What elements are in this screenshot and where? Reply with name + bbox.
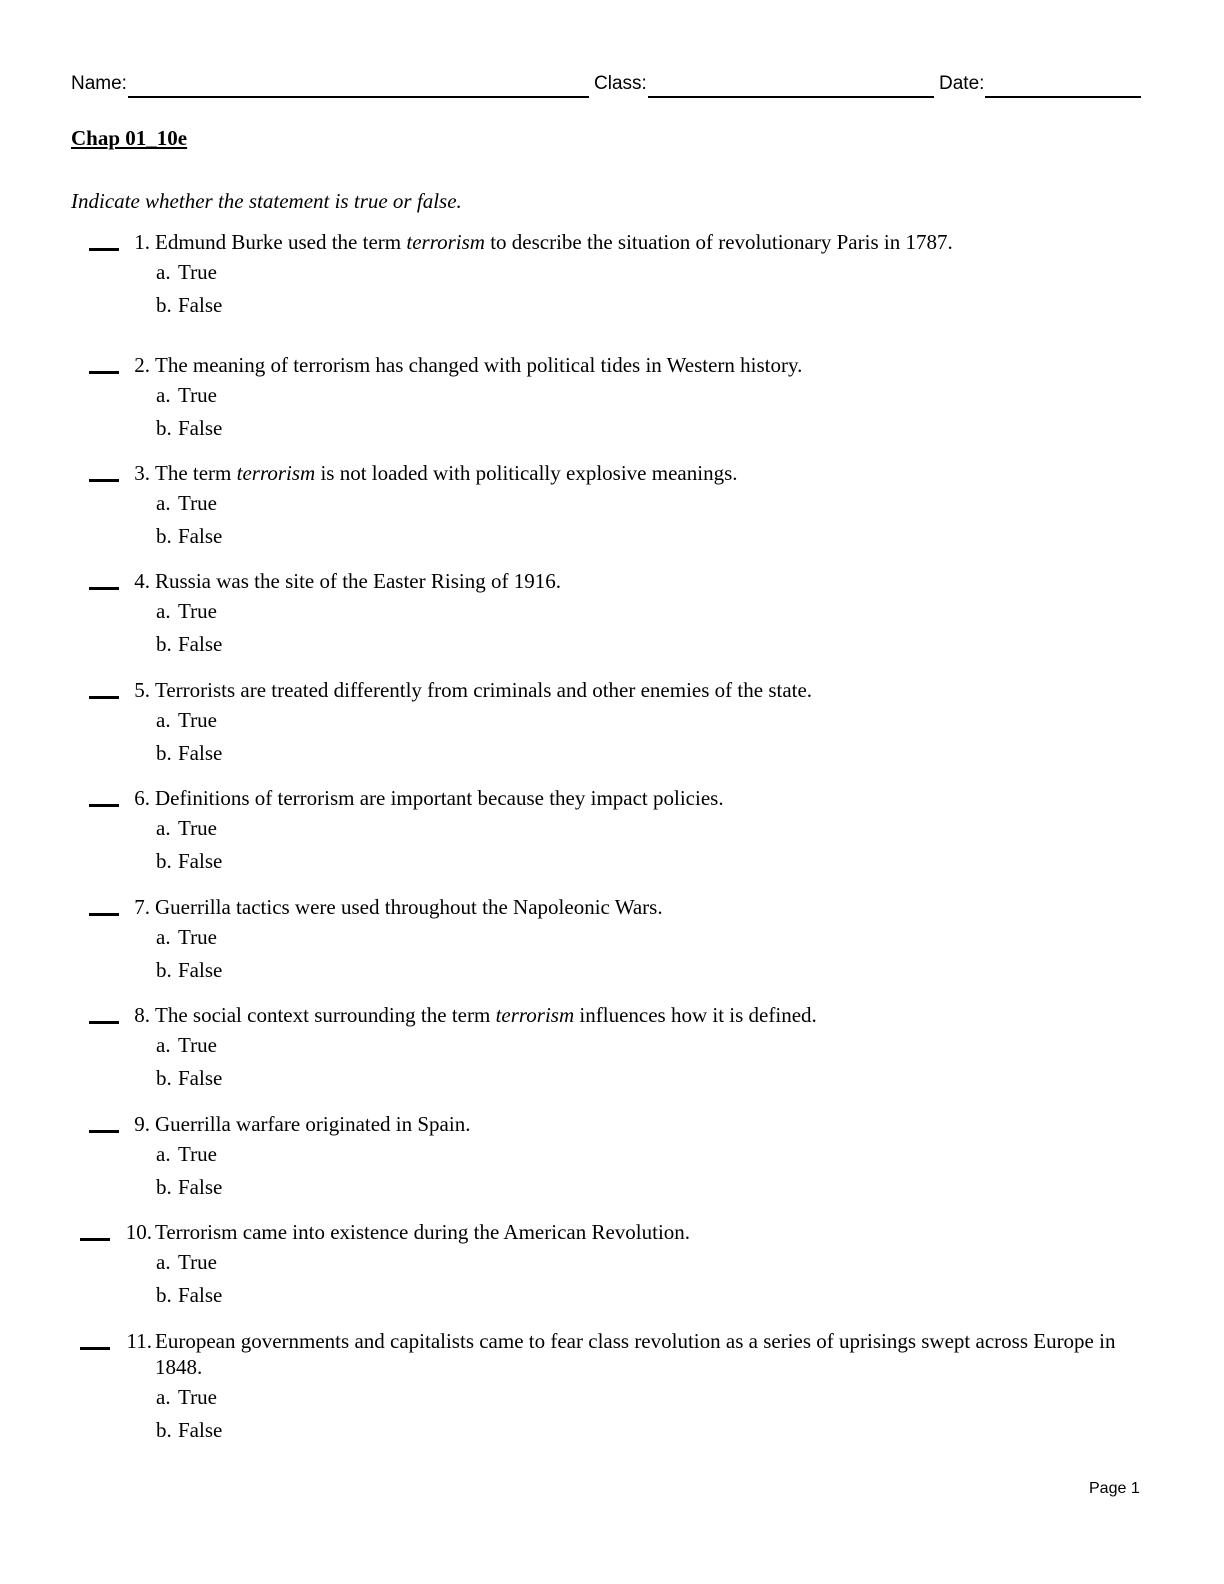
option-label: True [178,383,217,407]
question-text-part: to describe the situation of revolutionary Paris in 1787. [484,230,953,254]
option-label: True [178,708,217,732]
question-text-part: Terrorism came into existence during the American Revolution. [155,1220,691,1244]
question-text-part: Definitions of terrorism are important because they impact policies. [155,786,724,810]
question-text-part: is not loaded with politically explosive meanings. [315,461,738,485]
option-label: True [178,491,217,515]
answer-option[interactable] [156,1417,222,1443]
answer-option[interactable] [156,1282,222,1308]
option-label: False [178,1066,223,1090]
option-letter: b. [156,1175,172,1199]
option-letter: b. [156,293,172,317]
option-letter: a. [156,1142,171,1166]
answer-option[interactable] [156,848,222,874]
answer-option[interactable] [156,598,217,624]
option-letter: a. [156,1250,171,1274]
date-field-line[interactable] [985,96,1141,98]
question-number: 1. [134,230,150,254]
page-number: Page 1 [1089,1480,1140,1497]
question-number: 6. [134,786,150,810]
answer-option[interactable] [156,707,217,733]
option-label: True [178,1033,217,1057]
option-label: True [178,599,217,623]
option-letter: a. [156,708,171,732]
answer-option[interactable] [156,1174,222,1200]
date-label: Date: [939,73,985,94]
answer-option[interactable] [156,382,217,408]
option-label: False [178,741,223,765]
question-number: 2. [134,353,150,377]
option-label: False [178,1175,223,1199]
question-text [155,1328,1140,1380]
answer-option[interactable] [156,415,222,441]
option-label: True [178,260,217,284]
option-letter: b. [156,416,172,440]
question-text [155,1111,1140,1137]
option-label: False [178,524,223,548]
option-letter: a. [156,925,171,949]
option-label: True [178,925,217,949]
class-label: Class: [594,73,647,94]
answer-option[interactable] [156,815,217,841]
answer-option[interactable] [156,490,217,516]
question-term: terrorism [406,230,485,254]
question-text-part: The social context surrounding the term [155,1003,496,1027]
option-letter: a. [156,260,171,284]
question-text-part: Guerrilla tactics were used throughout the Napoleonic Wars. [155,895,663,919]
question-text [155,677,1140,703]
question-text-part: influences how it is defined. [574,1003,817,1027]
option-label: False [178,632,223,656]
answer-option[interactable] [156,292,222,318]
question-text [155,785,1140,811]
option-letter: a. [156,1033,171,1057]
option-letter: b. [156,741,172,765]
answer-blank[interactable] [80,1347,110,1350]
answer-option[interactable] [156,1032,217,1058]
option-label: True [178,1250,217,1274]
option-label: False [178,1418,223,1442]
question-text [155,1219,1140,1245]
option-label: False [178,958,223,982]
option-letter: b. [156,632,172,656]
question-text [155,352,1140,378]
question-text-part: The meaning of terrorism has changed with political tides in Western history. [155,353,803,377]
answer-option[interactable] [156,1249,217,1275]
question-text-part: Guerrilla warfare originated in Spain. [155,1112,471,1136]
answer-blank[interactable] [80,1238,110,1241]
question-text-part: Russia was the site of the Easter Rising of 1916. [155,569,561,593]
answer-option[interactable] [156,1065,222,1091]
option-letter: a. [156,599,171,623]
question-number: 11. [126,1329,152,1353]
question-text-part: European governments and capitalists came to fear class revolution as a series of uprisings swept across Europe in 1848. [155,1329,1116,1379]
chapter-title: Chap 01_10e [71,126,188,150]
question-text-part: Terrorists are treated differently from criminals and other enemies of the state. [155,678,813,702]
question-text-part: The term [155,461,237,485]
option-letter: a. [156,383,171,407]
option-letter: b. [156,524,172,548]
question-number: 7. [134,895,150,919]
option-label: False [178,416,223,440]
question-number: 3. [134,461,150,485]
question-number: 10. [125,1220,152,1244]
option-label: True [178,816,217,840]
question-text [155,568,1140,594]
option-label: True [178,1142,217,1166]
question-number: 9. [134,1112,150,1136]
option-letter: b. [156,849,172,873]
answer-option[interactable] [156,1141,217,1167]
option-label: False [178,849,223,873]
question-text-part: Edmund Burke used the term [155,230,407,254]
answer-option[interactable] [156,740,222,766]
option-letter: a. [156,491,171,515]
answer-option[interactable] [156,924,217,950]
instructions: Indicate whether the statement is true or false. [71,189,462,213]
option-letter: b. [156,958,172,982]
name-field-line[interactable] [128,96,589,98]
answer-option[interactable] [156,1384,217,1410]
question-term: terrorism [236,461,316,485]
question-number: 5. [134,678,150,702]
option-label: False [178,293,223,317]
option-letter: b. [156,1418,172,1442]
answer-option[interactable] [156,631,222,657]
question-text [155,460,1140,486]
option-label: False [178,1283,223,1307]
question-number: 8. [134,1003,150,1027]
option-letter: a. [156,1385,171,1409]
option-letter: a. [156,816,171,840]
option-letter: b. [156,1066,172,1090]
question-number: 4. [134,569,150,593]
answer-option[interactable] [156,259,217,285]
answer-option[interactable] [156,523,222,549]
name-label: Name: [71,73,127,94]
option-letter: b. [156,1283,172,1307]
question-text [155,229,1140,255]
student-info-header [71,72,1141,98]
option-label: True [178,1385,217,1409]
question-text [155,1002,1140,1028]
answer-option[interactable] [156,957,222,983]
question-text [155,894,1140,920]
class-field-line[interactable] [648,96,934,98]
question-term: terrorism [495,1003,575,1027]
